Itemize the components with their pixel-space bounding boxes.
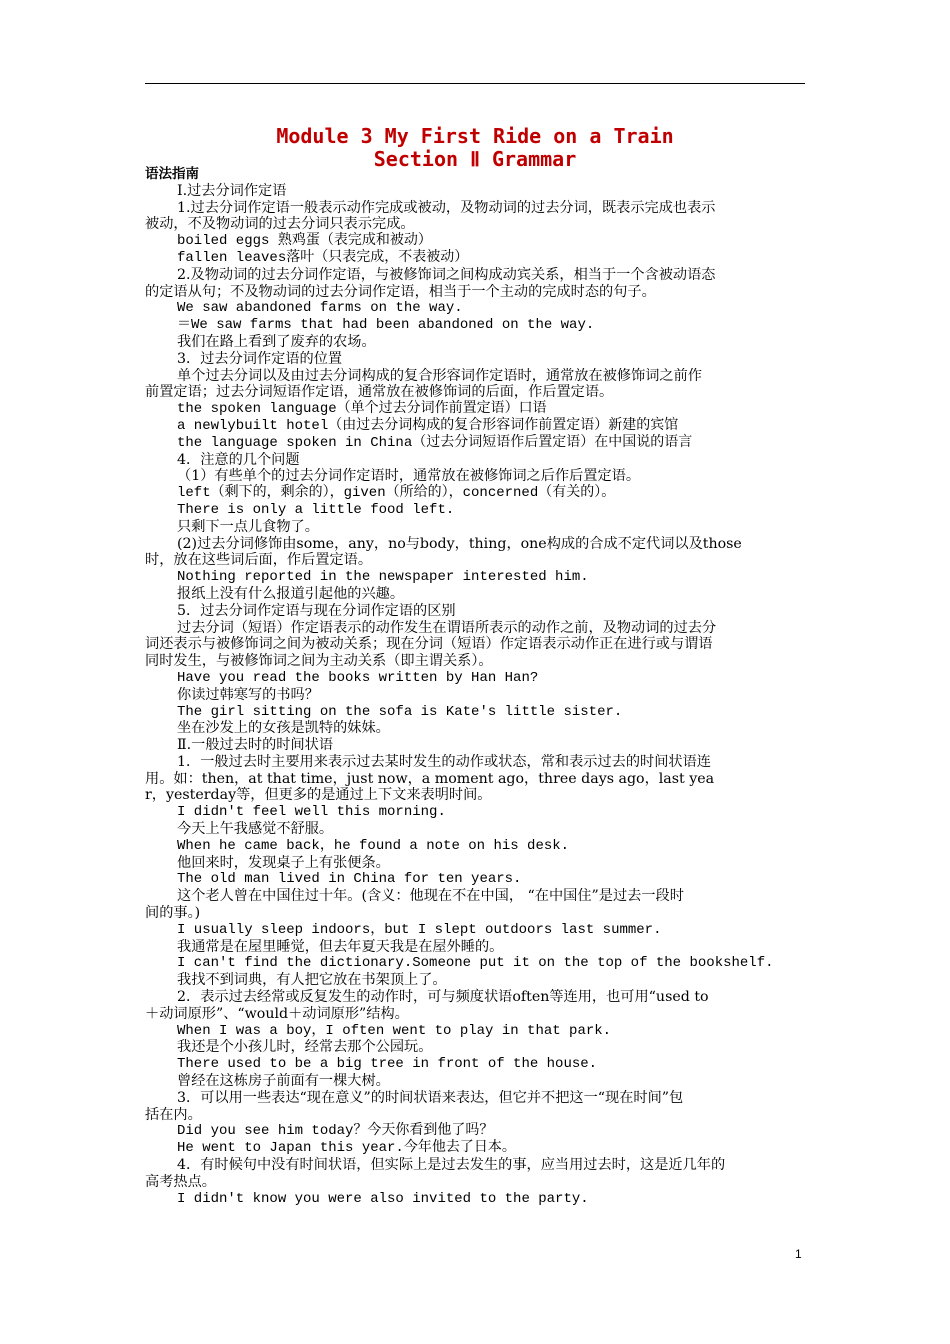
text-line: 我还是个小孩儿时，经常去那个公园玩。 bbox=[177, 1039, 433, 1056]
text-line: 他回来时，发现桌子上有张便条。 bbox=[177, 854, 390, 871]
text-line: ＋动词原形”、“would＋动词原形”结构。 bbox=[145, 1005, 409, 1022]
text-line: 5．过去分词作定语与现在分词作定语的区别 bbox=[177, 602, 456, 619]
text-line: the spoken language（单个过去分词作前置定语）口语 bbox=[177, 401, 547, 418]
text-line: Ⅰ.过去分词作定语 bbox=[177, 182, 287, 199]
section-heading: 语法指南 bbox=[145, 166, 199, 182]
text-line: 1.过去分词作定语一般表示动作完成或被动，及物动词的过去分词，既表示完成也表示 bbox=[177, 199, 716, 216]
text-line: When I was a boy，I often went to play in that park. bbox=[177, 1022, 612, 1039]
text-line: 你读过韩寒写的书吗？ bbox=[177, 686, 319, 703]
module-title: Module 3 My First Ride on a Train bbox=[276, 124, 674, 148]
text-line: 括在内。 bbox=[145, 1106, 202, 1123]
text-line: （1）有些单个的过去分词作定语时，通常放在被修饰词之后作后置定语。 bbox=[177, 468, 641, 485]
text-line: Nothing reported in the newspaper interested him. bbox=[177, 569, 589, 586]
text-line: 4．注意的几个问题 bbox=[177, 451, 300, 468]
text-line: I usually sleep indoors，but I slept outdoors last summer. bbox=[177, 921, 662, 938]
text-line: 今天上午我感觉不舒服。 bbox=[177, 821, 334, 838]
text-line: I didn't feel well this morning. bbox=[177, 804, 446, 821]
text-line: 这个老人曾在中国住过十年。(含义：他现在不在中国， “在中国住”是过去一段时 bbox=[177, 888, 684, 905]
text-line: The girl sitting on the sofa is Kate's little sister. bbox=[177, 703, 623, 720]
text-line: The old man lived in China for ten years. bbox=[177, 871, 522, 888]
text-line: When he came back，he found a note on his desk. bbox=[177, 837, 570, 854]
text-line: 3．可以用一些表达“现在意义”的时间状语来表达，但它并不把这一“现在时间”包 bbox=[177, 1089, 684, 1106]
text-line: r，yesterday等，但更多的是通过上下文来表明时间。 bbox=[145, 787, 492, 804]
text-line: Ⅱ.一般过去时的时间状语 bbox=[177, 737, 334, 754]
section-title: Section Ⅱ Grammar bbox=[373, 147, 577, 171]
text-line: 我找不到词典，有人把它放在书架顶上了。 bbox=[177, 972, 447, 989]
text-line: 我们在路上看到了废弃的农场。 bbox=[177, 333, 376, 350]
text-line: I can't find the dictionary.Someone put it on the top of the bookshelf. bbox=[177, 955, 774, 972]
text-line: fallen leaves落叶（只表完成，不表被动） bbox=[177, 249, 469, 266]
text-line: I didn't know you were also invited to the party. bbox=[177, 1190, 589, 1207]
text-line: 词还表示与被修饰词之间为被动关系；现在分词（短语）作定语表示动作正在进行或与谓语 bbox=[145, 636, 713, 653]
page-number: 1 bbox=[795, 1247, 802, 1261]
text-line: Have you read the books written by Han Han? bbox=[177, 669, 539, 686]
text-line: 2.及物动词的过去分词作定语，与被修饰词之间构成动宾关系，相当于一个含被动语态 bbox=[177, 266, 716, 283]
text-line: We saw abandoned farms on the way. bbox=[177, 300, 463, 317]
text-line: There used to be a big tree in front of the house. bbox=[177, 1056, 598, 1073]
text-line: 2．表示过去经常或反复发生的动作时，可与频度状语often等连用，也可用“used to bbox=[177, 989, 709, 1006]
text-line: 间的事。) bbox=[145, 905, 201, 922]
text-line: 前置定语；过去分词短语作定语，通常放在被修饰词的后面，作后置定语。 bbox=[145, 384, 614, 401]
text-line: 曾经在这栋房子前面有一棵大树。 bbox=[177, 1073, 390, 1090]
text-line: He went to Japan this year.今年他去了日本。 bbox=[177, 1140, 516, 1157]
text-line: ＝We saw farms that had been abandoned on the way. bbox=[177, 317, 595, 334]
text-line: 被动，不及物动词的过去分词只表示完成。 bbox=[145, 216, 415, 233]
text-line: a newlybuilt hotel（由过去分词构成的复合形容词作前置定语）新建的宾馆 bbox=[177, 417, 679, 434]
text-line: 同时发生，与被修饰词之间为主动关系（即主谓关系）。 bbox=[145, 653, 493, 670]
header-rule bbox=[145, 83, 805, 84]
text-line: 坐在沙发上的女孩是凯特的妹妹。 bbox=[177, 720, 390, 737]
text-line: There is only a little food left. bbox=[177, 501, 455, 518]
text-line: 1．一般过去时主要用来表示过去某时发生的动作或状态，常和表示过去的时间状语连 bbox=[177, 753, 711, 770]
text-line: 用。如：then，at that time，just now，a moment ago，three days ago，last yea bbox=[145, 770, 715, 787]
text-line: 3．过去分词作定语的位置 bbox=[177, 350, 343, 367]
text-line: 报纸上没有什么报道引起他的兴趣。 bbox=[177, 585, 405, 602]
text-line: 只剩下一点儿食物了。 bbox=[177, 518, 319, 535]
text-line: 高考热点。 bbox=[145, 1173, 216, 1190]
text-line: the language spoken in China（过去分词短语作后置定语）在中国说的语言 bbox=[177, 434, 693, 451]
text-line: (2)过去分词修饰由some，any，no与body，thing，one构成的合成不定代词以及those bbox=[177, 535, 742, 552]
text-line: boiled eggs 熟鸡蛋（表完成和被动） bbox=[177, 233, 432, 250]
text-line: 过去分词（短语）作定语表示的动作发生在谓语所表示的动作之前，及物动词的过去分 bbox=[177, 619, 717, 636]
text-line: 时，放在这些词后面，作后置定语。 bbox=[145, 552, 373, 569]
text-line: 4．有时候句中没有时间状语，但实际上是过去发生的事，应当用过去时，这是近几年的 bbox=[177, 1157, 726, 1174]
text-line: left（剩下的，剩余的），given（所给的），concerned（有关的）。 bbox=[177, 485, 616, 502]
document-body bbox=[145, 166, 807, 1207]
text-line: 我通常是在屋里睡觉，但去年夏天我是在屋外睡的。 bbox=[177, 938, 504, 955]
text-line: 的定语从句；不及物动词的过去分词作定语，相当于一个主动的完成时态的句子。 bbox=[145, 283, 656, 300]
text-line: 单个过去分词以及由过去分词构成的复合形容词作定语时，通常放在被修饰词之前作 bbox=[177, 367, 702, 384]
text-line: Did you see him today？今天你看到他了吗？ bbox=[177, 1123, 494, 1140]
